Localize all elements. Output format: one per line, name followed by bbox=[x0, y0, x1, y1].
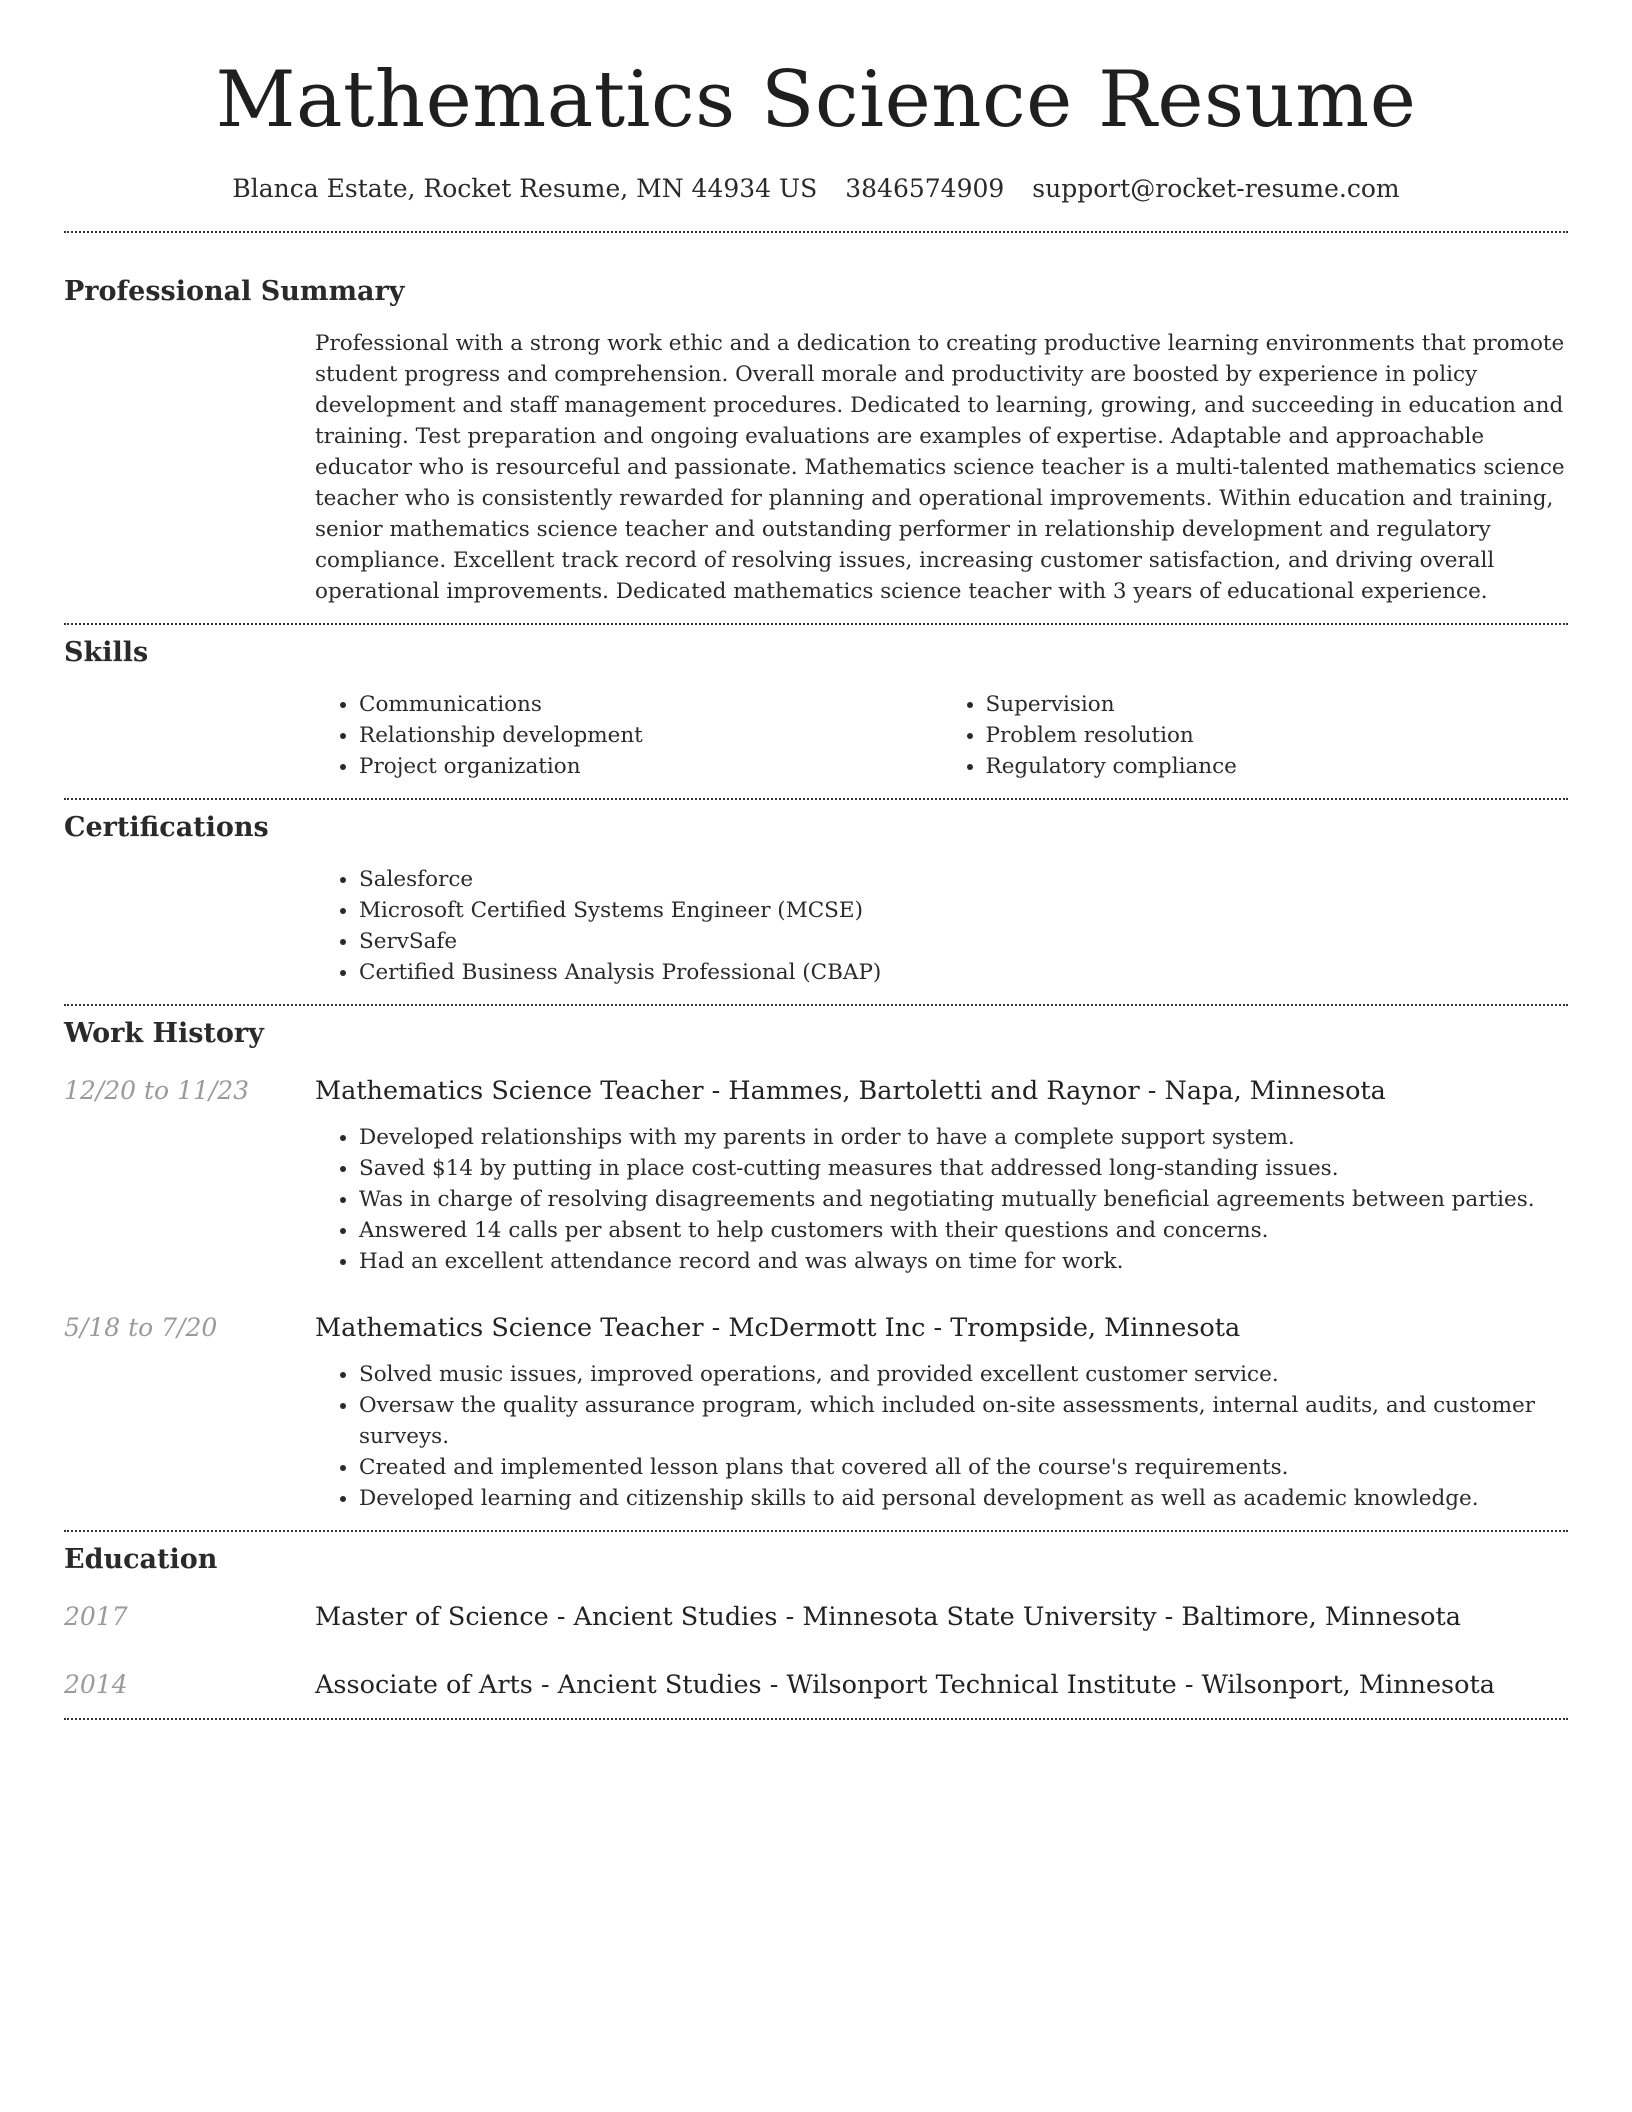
education-year: 2017 bbox=[64, 1602, 128, 1631]
section-title-certifications: Certifications bbox=[64, 812, 269, 843]
job-bullet-list bbox=[315, 1122, 1568, 1277]
certifications-list bbox=[315, 864, 1568, 988]
divider bbox=[64, 1004, 1568, 1006]
education-year: 2014 bbox=[64, 1670, 128, 1699]
education-heading: Associate of Arts - Ancient Studies - Wilsonport Technical Institute - Wilsonport, Minnesota bbox=[315, 1670, 1495, 1700]
education-section bbox=[64, 1542, 1568, 1702]
job-bullet: • Developed learning and citizenship skills to aid personal development as well as academic knowledge. bbox=[359, 1483, 1568, 1514]
summary-section bbox=[64, 274, 1568, 607]
job-heading: Mathematics Science Teacher - Hammes, Bartoletti and Raynor - Napa, Minnesota bbox=[315, 1076, 1386, 1106]
job-heading: Mathematics Science Teacher - McDermott Inc - Trompside, Minnesota bbox=[315, 1313, 1241, 1343]
skills-grid bbox=[315, 689, 1568, 782]
job-entry bbox=[64, 1074, 1568, 1277]
education-entry bbox=[64, 1600, 1568, 1634]
skill-item: • Regulatory compliance bbox=[986, 751, 1569, 782]
contact-phone: 3846574909 bbox=[845, 174, 1005, 203]
section-title-summary: Professional Summary bbox=[64, 276, 405, 307]
job-bullet: • Created and implemented lesson plans that covered all of the course's requirements. bbox=[359, 1452, 1568, 1483]
certification-item: • ServSafe bbox=[359, 926, 1568, 957]
certification-item: • Certified Business Analysis Professional (CBAP) bbox=[359, 957, 1568, 988]
skills-section bbox=[64, 635, 1568, 782]
skills-list-right bbox=[942, 689, 1569, 782]
divider bbox=[64, 623, 1568, 625]
divider bbox=[64, 798, 1568, 800]
work-history-section bbox=[64, 1016, 1568, 1514]
job-bullets bbox=[315, 1122, 1568, 1277]
job-bullet: • Answered 14 calls per absent to help customers with their questions and concerns. bbox=[359, 1215, 1568, 1246]
certification-item: • Salesforce bbox=[359, 864, 1568, 895]
job-header bbox=[64, 1311, 1568, 1345]
summary-text: Professional with a strong work ethic and a dedication to creating productive learning environments that promote student progress and comprehension. Overall morale and productivity are boosted by experience in policy development and staff management procedures. Dedicated to learning, growing, and succeeding in education and training. Test preparation and ongoing evaluations are examples of expertise. Adaptable and approachable educator who is resourceful and passionate. Mathematics science teacher is a multi-talented mathematics science teacher who is consistently rewarded for planning and operational improvements. Within education and training, senior mathematics science teacher and outstanding performer in relationship development and regulatory compliance. Excellent track record of resolving issues, increasing customer satisfaction, and driving overall operational improvements. Dedicated mathematics science teacher with 3 years of educational experience. bbox=[315, 331, 1565, 604]
skill-item: • Communications bbox=[359, 689, 942, 720]
education-heading: Master of Science - Ancient Studies - Minnesota State University - Baltimore, Minnesota bbox=[315, 1602, 1461, 1632]
job-header bbox=[64, 1074, 1568, 1108]
section-title-work: Work History bbox=[64, 1018, 264, 1049]
contact-line bbox=[64, 172, 1568, 206]
certifications-body bbox=[315, 864, 1568, 988]
job-bullet: • Was in charge of resolving disagreements and negotiating mutually beneficial agreements between parties. bbox=[359, 1184, 1568, 1215]
contact-email: support@rocket-resume.com bbox=[1032, 174, 1400, 203]
certifications-section bbox=[64, 810, 1568, 988]
education-entry bbox=[64, 1668, 1568, 1702]
skill-item: • Supervision bbox=[986, 689, 1569, 720]
divider bbox=[64, 1718, 1568, 1720]
job-bullet: • Developed relationships with my parents in order to have a complete support system. bbox=[359, 1122, 1568, 1153]
skill-item: • Problem resolution bbox=[986, 720, 1569, 751]
skills-list-left bbox=[315, 689, 942, 782]
skill-item: • Project organization bbox=[359, 751, 942, 782]
job-bullet: • Had an excellent attendance record and was always on time for work. bbox=[359, 1246, 1568, 1277]
resume-title: Mathematics Science Resume bbox=[215, 55, 1417, 145]
job-bullet: • Oversaw the quality assurance program, which included on-site assessments, internal audits, and customer surveys. bbox=[359, 1390, 1568, 1452]
section-title-education: Education bbox=[64, 1544, 218, 1575]
contact-address: Blanca Estate, Rocket Resume, MN 44934 US bbox=[232, 174, 818, 203]
divider bbox=[64, 231, 1568, 233]
job-dates: 12/20 to 11/23 bbox=[64, 1076, 250, 1105]
job-entry bbox=[64, 1311, 1568, 1514]
job-bullet: • Solved music issues, improved operations, and provided excellent customer service. bbox=[359, 1359, 1568, 1390]
divider bbox=[64, 1530, 1568, 1532]
section-title-skills: Skills bbox=[64, 637, 149, 668]
job-bullet-list bbox=[315, 1359, 1568, 1514]
job-bullets bbox=[315, 1359, 1568, 1514]
certification-item: • Microsoft Certified Systems Engineer (MCSE) bbox=[359, 895, 1568, 926]
skill-item: • Relationship development bbox=[359, 720, 942, 751]
job-dates: 5/18 to 7/20 bbox=[64, 1313, 218, 1342]
summary-body bbox=[315, 328, 1568, 607]
job-bullet: • Saved $14 by putting in place cost-cutting measures that addressed long-standing issues. bbox=[359, 1153, 1568, 1184]
